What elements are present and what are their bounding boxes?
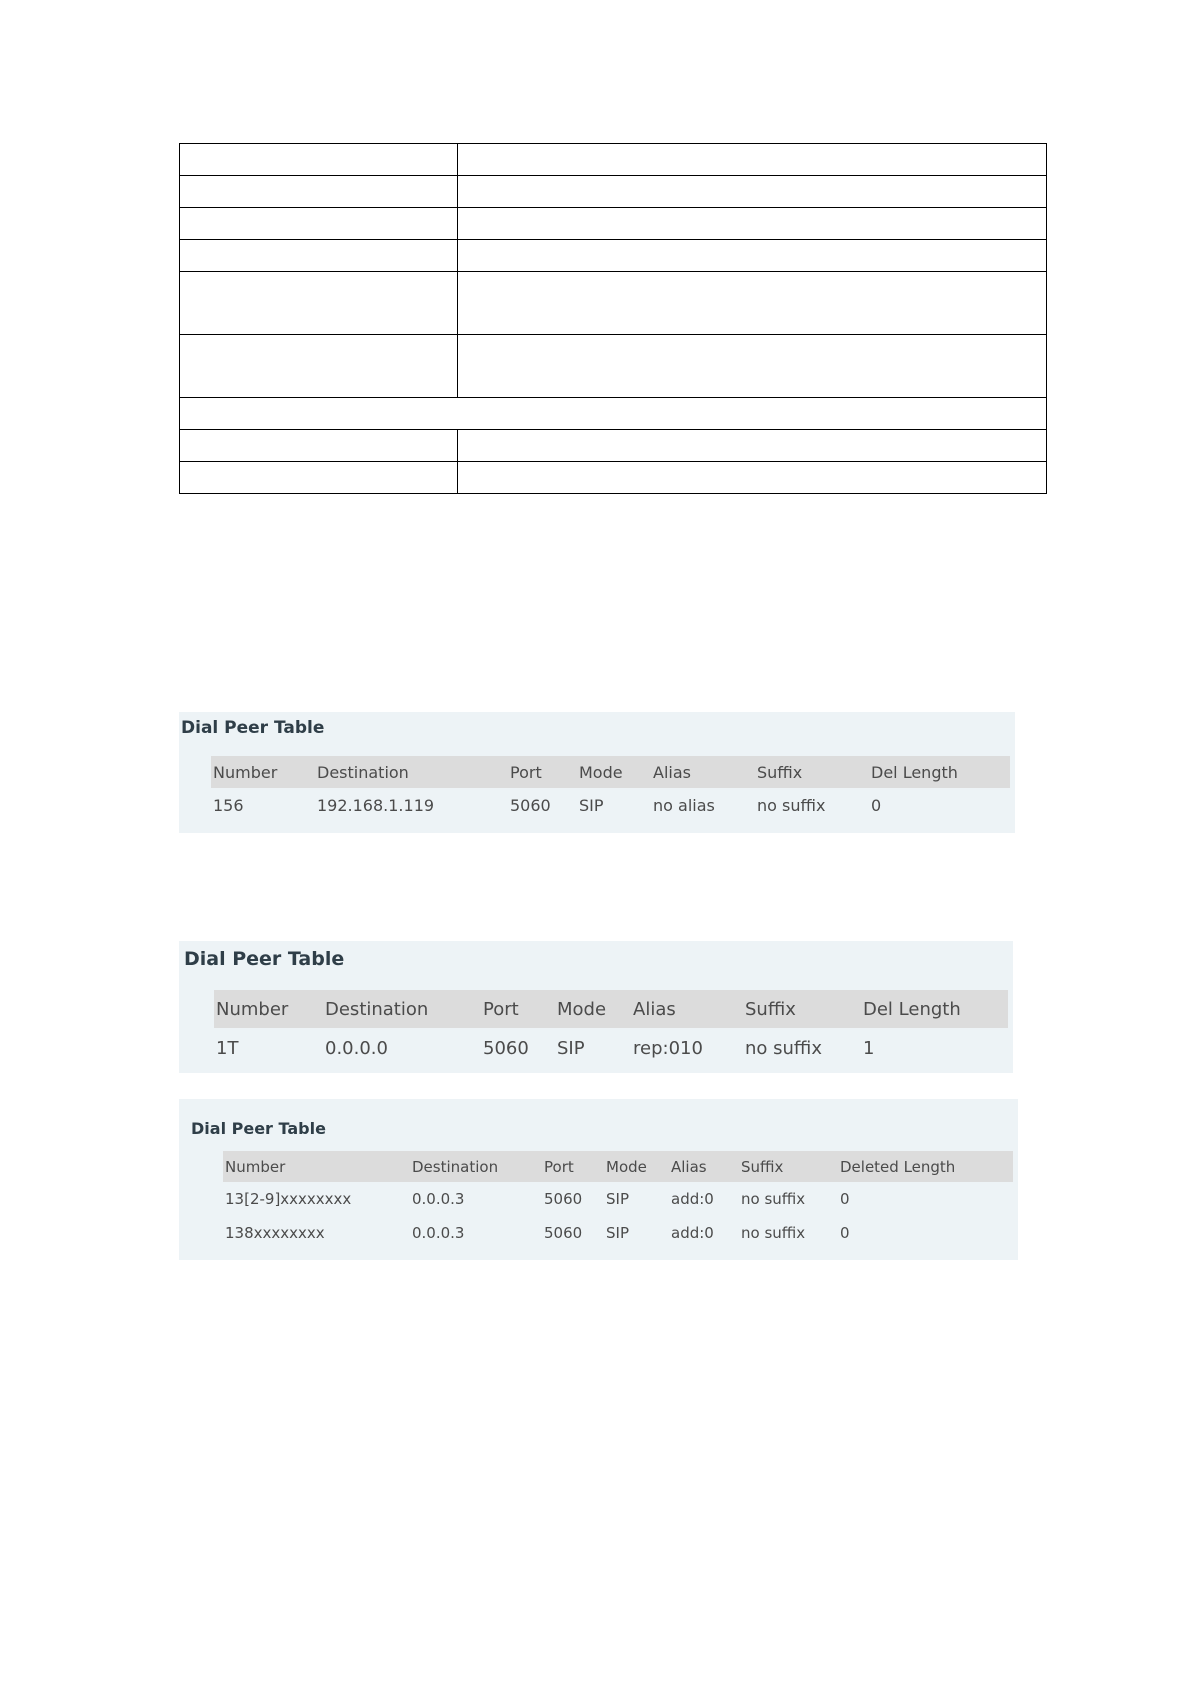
col-header-destination: Destination [315, 756, 508, 788]
col-header-suffix: Suffix [755, 756, 869, 788]
outline-cell-left [180, 335, 458, 398]
col-header-number: Number [214, 990, 323, 1028]
outline-row [180, 176, 1047, 208]
col-header-port: Port [508, 756, 577, 788]
col-header-mode: Mode [555, 990, 631, 1028]
cell-suffix: no suffix [745, 1038, 822, 1059]
outline-row [180, 144, 1047, 176]
outline-cell-left [180, 272, 458, 335]
outline-cell-left [180, 208, 458, 240]
cell-alias: add:0 [671, 1190, 714, 1208]
dial-peer-panel-1 [179, 712, 1015, 833]
dial-peer-table [211, 756, 1010, 822]
outline-row [180, 335, 1047, 398]
col-header-alias: Alias [669, 1151, 739, 1182]
col-header-destination: Destination [410, 1151, 542, 1182]
cell-mode: SIP [606, 1224, 629, 1242]
cell-port: 5060 [544, 1224, 583, 1242]
outline-cell-right [458, 208, 1047, 240]
cell-alias: no alias [653, 795, 715, 815]
outline-cell-right [458, 176, 1047, 208]
cell-deleted-length: 0 [840, 1224, 850, 1242]
table-row [223, 1216, 1013, 1250]
cell-number: 138xxxxxxxx [225, 1224, 325, 1242]
outline-cell-right [458, 335, 1047, 398]
col-header-deleted-length: Deleted Length [838, 1151, 1013, 1182]
cell-port: 5060 [483, 1038, 529, 1059]
outline-row [180, 430, 1047, 462]
outline-cell-left [180, 176, 458, 208]
outline-cell-left [180, 462, 458, 494]
cell-suffix: no suffix [741, 1224, 806, 1242]
table-header-row [211, 756, 1010, 788]
outline-cell-right [458, 144, 1047, 176]
cell-number: 1T [216, 1038, 239, 1059]
col-header-port: Port [481, 990, 555, 1028]
cell-alias: add:0 [671, 1224, 714, 1242]
outline-cell-merged [180, 398, 1047, 430]
col-header-del-length: Del Length [869, 756, 1010, 788]
outline-cell-left [180, 430, 458, 462]
col-header-mode: Mode [604, 1151, 669, 1182]
outline-row [180, 208, 1047, 240]
outline-table [179, 143, 1047, 494]
panel-title: Dial Peer Table [184, 948, 345, 970]
col-header-mode: Mode [577, 756, 651, 788]
dial-peer-table [223, 1151, 1013, 1250]
outline-cell-left [180, 144, 458, 176]
cell-suffix: no suffix [757, 795, 826, 815]
col-header-number: Number [223, 1151, 410, 1182]
dial-peer-panel-2 [179, 941, 1013, 1073]
outline-cell-right [458, 240, 1047, 272]
col-header-suffix: Suffix [739, 1151, 838, 1182]
cell-number: 156 [213, 795, 244, 815]
outline-row [180, 398, 1047, 430]
panel-title: Dial Peer Table [191, 1119, 326, 1138]
cell-mode: SIP [557, 1038, 585, 1059]
cell-del-length: 0 [871, 795, 882, 815]
table-row [223, 1182, 1013, 1216]
cell-port: 5060 [510, 795, 551, 815]
table-row [214, 1028, 1008, 1069]
outline-cell-right [458, 462, 1047, 494]
outline-row [180, 240, 1047, 272]
outline-table-body [180, 144, 1047, 494]
table-header-row [223, 1151, 1013, 1182]
outline-cell-left [180, 240, 458, 272]
col-header-del-length: Del Length [861, 990, 1008, 1028]
col-header-alias: Alias [651, 756, 755, 788]
cell-destination: 0.0.0.3 [412, 1190, 465, 1208]
col-header-destination: Destination [323, 990, 481, 1028]
outline-cell-right [458, 272, 1047, 335]
col-header-suffix: Suffix [743, 990, 861, 1028]
dial-peer-panel-3 [179, 1099, 1018, 1260]
panel-title: Dial Peer Table [181, 718, 325, 738]
cell-mode: SIP [579, 795, 604, 815]
cell-number: 13[2-9]xxxxxxxx [225, 1190, 352, 1208]
outline-row [180, 462, 1047, 494]
table-row [211, 788, 1010, 822]
cell-destination: 0.0.0.3 [412, 1224, 465, 1242]
col-header-number: Number [211, 756, 315, 788]
cell-port: 5060 [544, 1190, 583, 1208]
cell-mode: SIP [606, 1190, 629, 1208]
cell-suffix: no suffix [741, 1190, 806, 1208]
outline-row [180, 272, 1047, 335]
cell-alias: rep:010 [633, 1038, 703, 1059]
col-header-port: Port [542, 1151, 604, 1182]
outline-cell-right [458, 430, 1047, 462]
cell-del-length: 1 [863, 1038, 875, 1059]
col-header-alias: Alias [631, 990, 743, 1028]
cell-destination: 0.0.0.0 [325, 1038, 388, 1059]
dial-peer-table [214, 990, 1008, 1069]
table-header-row [214, 990, 1008, 1028]
cell-deleted-length: 0 [840, 1190, 850, 1208]
cell-destination: 192.168.1.119 [317, 795, 435, 815]
